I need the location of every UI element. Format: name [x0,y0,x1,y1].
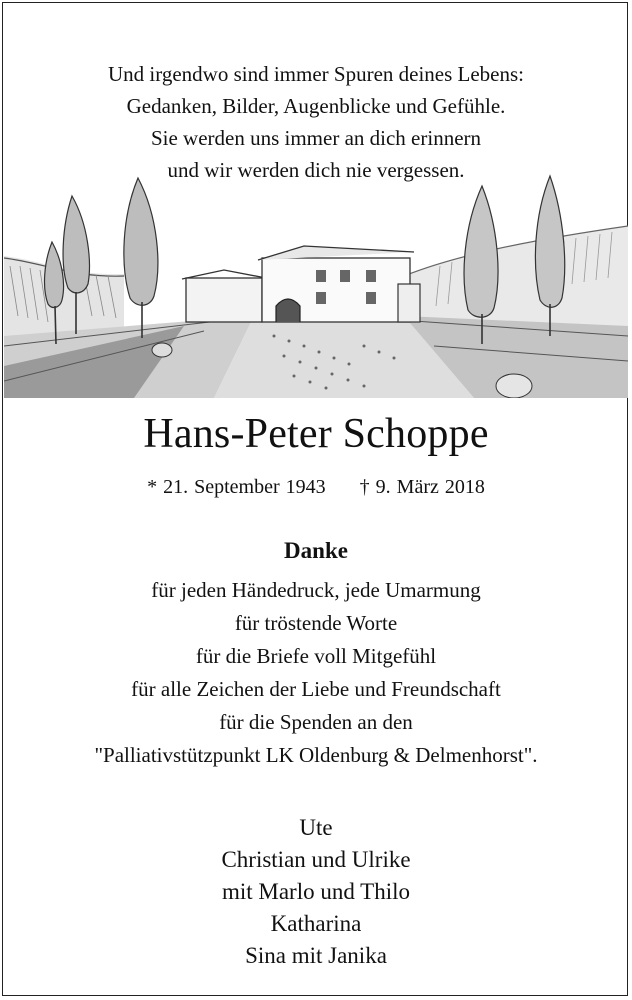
thanks-text [0,574,632,772]
thanks-line: für tröstende Worte [234,611,398,635]
poem-line: Gedanken, Bilder, Augenblicke und Gefühle. [126,94,506,118]
thanks-line: für die Briefe voll Mitgefühl [195,644,437,668]
family-line: Ute [299,815,333,840]
family-line: Sina mit Janika [245,943,387,968]
thanks-title: Danke [284,538,348,563]
birth-date: * 21. September 1943 [147,476,326,498]
life-dates [0,472,632,502]
family-line: Katharina [270,911,362,936]
thanks-line: für jeden Händedruck, jede Umarmung [151,578,481,602]
family-line: Christian und Ulrike [221,847,411,872]
death-date: † 9. März 2018 [359,476,485,498]
thanks-line: für die Spenden an den [219,710,413,734]
poem-line: und wir werden dich nie vergessen. [167,158,465,182]
poem-line: Und irgendwo sind immer Spuren deines Lebens: [107,62,525,86]
family-signatures [0,812,632,972]
tuscan-landscape-sketch-icon [4,166,628,398]
family-line: mit Marlo und Thilo [221,879,411,904]
thanks-line: für alle Zeichen der Liebe und Freundschaft [131,677,501,701]
poem-line: Sie werden uns immer an dich erinnern [150,126,482,150]
thanks-line: "Palliativstützpunkt LK Oldenburg & Delmenhorst". [94,743,538,767]
deceased-name: Hans-Peter Schoppe [143,411,489,457]
